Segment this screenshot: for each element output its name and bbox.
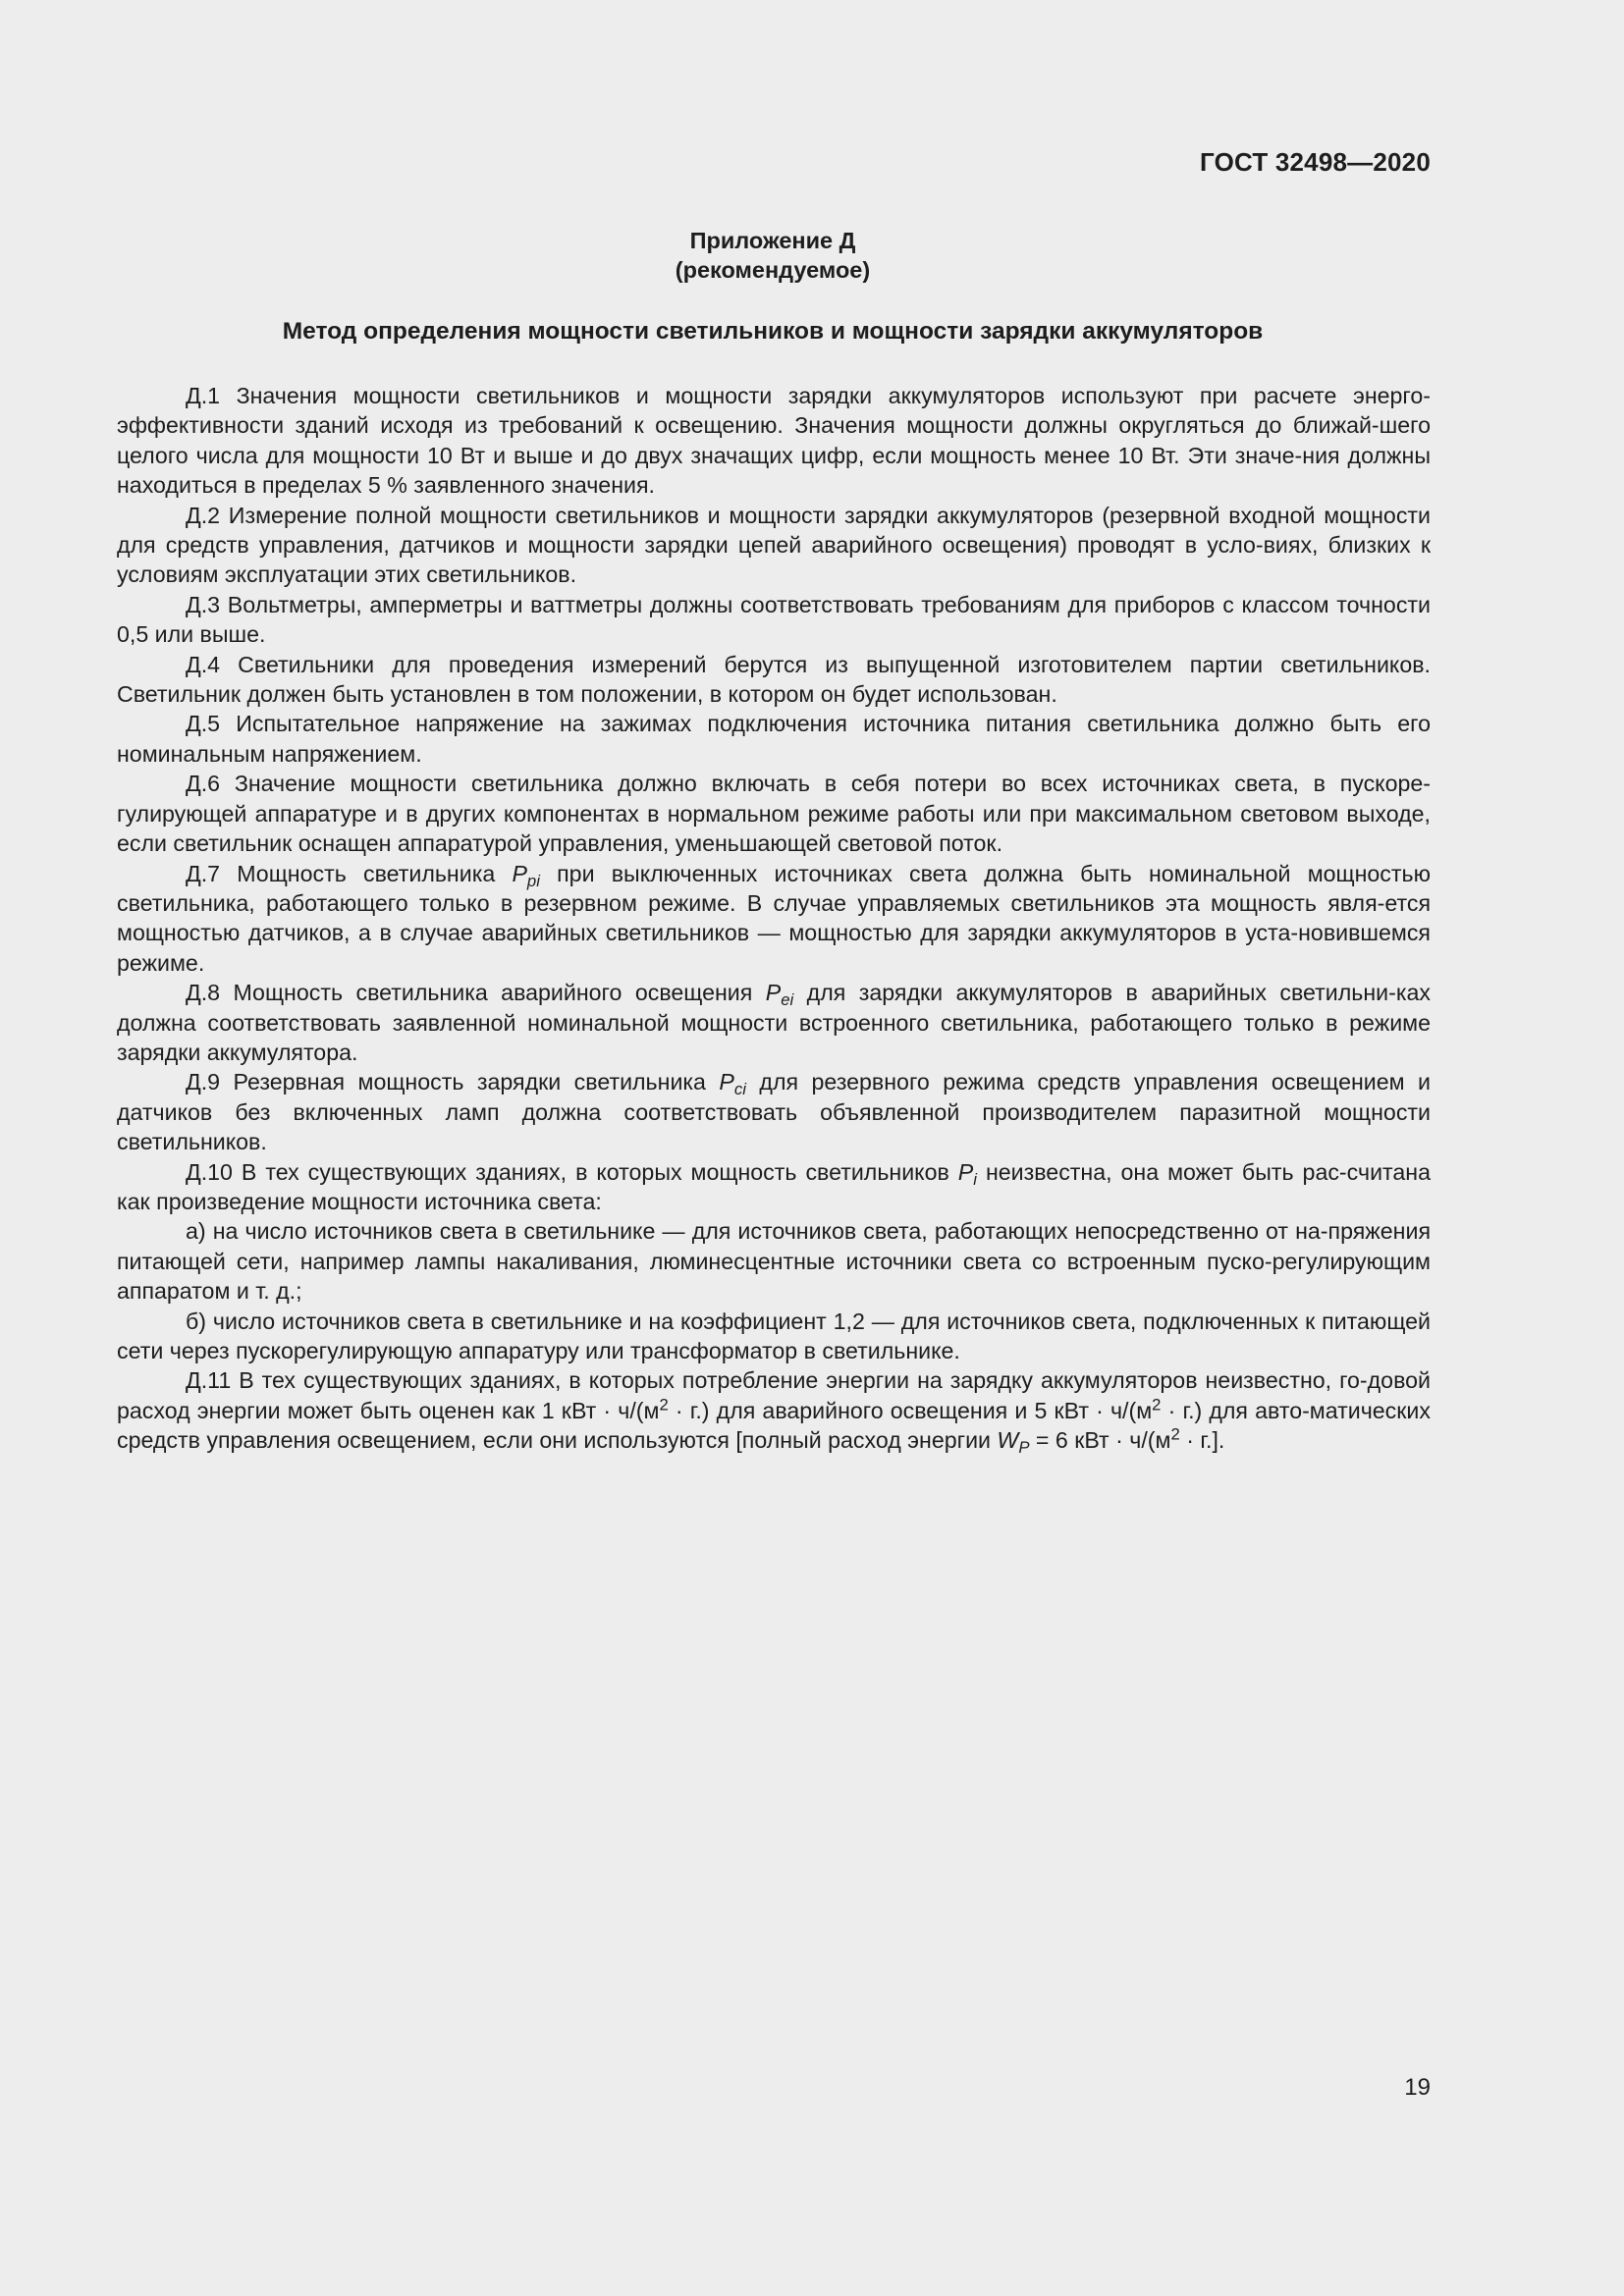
- symbol-letter: P: [765, 980, 782, 1006]
- paragraph-d10-text-b: неизвестна, она может быть рас-считана как произведение мощности источника света:: [117, 1158, 1431, 1214]
- symbol-w-p: [997, 1427, 1030, 1458]
- paragraph-d11-text-e: · г.].: [1179, 1427, 1225, 1454]
- list-item-a: а) на число источников света в светильнике — для источников света, работающих непосредственно от на-пряжения питающей сети, например лампы накаливания, люминесцентные источники света со встроенным пуско-регулирующим аппаратом и т. д.;: [117, 1218, 1431, 1305]
- paragraph-d7-text-b: при выключенных источниках света должна быть номинальной мощностью светильника, работающего только в резервном режиме. В случае управляемых светильников эта мощность явля-ется мощностью датчиков, а в случае аварийных светильников — мощностью для зарядки аккумуляторов в уста-новившемся режиме.: [117, 860, 1431, 976]
- symbol-letter: W: [997, 1427, 1019, 1454]
- symbol-letter: P: [957, 1158, 974, 1185]
- paragraph-d11-text-d: = 6 кВт · ч/(м: [1029, 1427, 1171, 1454]
- symbol-letter: P: [719, 1069, 734, 1095]
- symbol-p-pi: [512, 860, 540, 890]
- paragraph-d8-text-a: Д.8 Мощность светильника аварийного освещения: [186, 980, 753, 1006]
- symbol-p-ei: [765, 980, 794, 1010]
- paragraph-d2: Д.2 Измерение полной мощности светильников и мощности зарядки аккумуляторов (резервной входной мощности для средств управления, датчиков и мощности зарядки цепей аварийного освещения) проводят в усло-виях, близких к условиям эксплуатации этих светильников.: [117, 502, 1431, 588]
- paragraph-d10: [117, 1157, 1431, 1217]
- symbol-subscript: pi: [526, 871, 540, 890]
- paragraph-d7-text-a: Д.7 Мощность светильника: [186, 860, 496, 886]
- symbol-subscript: ci: [733, 1080, 746, 1099]
- appendix-title: Приложение Д: [689, 228, 856, 253]
- paragraph-d4: Д.4 Светильники для проведения измерений берутся из выпущенной изготовителем партии светильников. Светильник должен быть установлен в том положении, в котором он будет использован.: [117, 651, 1431, 708]
- paragraph-d9-text-a: Д.9 Резервная мощность зарядки светильника: [186, 1069, 706, 1095]
- page-number: 19: [1404, 2074, 1431, 2101]
- paragraph-d9: [117, 1067, 1431, 1156]
- paragraph-d3: Д.3 Вольтметры, амперметры и ваттметры должны соответствовать требованиям для приборов с классом точности 0,5 или выше.: [117, 591, 1431, 648]
- superscript: 2: [1152, 1395, 1162, 1415]
- paragraph-d6: Д.6 Значение мощности светильника должно включать в себя потери во всех источниках света, в пускоре-гулирующей аппаратуре и в других компонентах в нормальном режиме работы или при максимальном световом выходе, если светильник оснащен аппаратурой управления, уменьшающей световой поток.: [117, 771, 1431, 857]
- paragraph-d11-text-a: Д.11 В тех существующих зданиях, в которых потребление энергии на зарядку аккумуляторов неизвестно, го-довой расход энергии может быть оценен как 1 кВт · ч/(м: [117, 1367, 1431, 1423]
- paragraph-d5: Д.5 Испытательное напряжение на зажимах подключения источника питания светильника должно быть его номинальным напряжением.: [117, 711, 1431, 767]
- paragraph-d8-text-b: для зарядки аккумуляторов в аварийных светильни-ках должна соответствовать заявленной номинальной мощности встроенного светильника, работающего только в режиме зарядки аккумулятора.: [117, 980, 1431, 1065]
- section-title: Метод определения мощности светильников и мощности зарядки аккумуляторов: [282, 318, 1264, 345]
- appendix-status: (рекомендуемое): [675, 257, 871, 283]
- paragraph-d8: [117, 978, 1431, 1067]
- symbol-subscript: ei: [781, 990, 794, 1010]
- paragraph-d11-text-b: · г.) для аварийного освещения и 5 кВт · ч/(м: [668, 1397, 1153, 1423]
- paragraph-d7: [117, 859, 1431, 979]
- symbol-p-ci: [719, 1069, 746, 1099]
- paragraph-d1: Д.1 Значения мощности светильников и мощности зарядки аккумуляторов используют при расчете энерго-эффективности зданий исходя из требований к освещению. Значения мощности должны округляться до ближай-шего целого числа для мощности 10 Вт и выше и до двух значащих цифр, если мощность менее 10 Вт. Эти значе-ния должны находиться в пределах 5 % заявленного значения.: [117, 383, 1431, 499]
- list-item-b: б) число источников света в светильнике и на коэффициент 1,2 — для источников света, подключенных к питающей сети через пускорегулирующую аппаратуру или трансформатор в светильнике.: [117, 1308, 1431, 1363]
- symbol-letter: P: [512, 860, 527, 886]
- superscript: 2: [659, 1395, 669, 1415]
- superscript: 2: [1170, 1424, 1180, 1444]
- symbol-subscript: P: [1018, 1438, 1030, 1458]
- symbol-p-i: [957, 1158, 977, 1189]
- paragraph-d9-text-b: для резервного режима средств управления освещением и датчиков без включенных ламп должна соответствовать объявленной производителем паразитной мощности светильников.: [117, 1069, 1432, 1155]
- document-code: ГОСТ 32498—2020: [1200, 147, 1431, 177]
- document-body: [117, 381, 1431, 1456]
- symbol-subscript: i: [973, 1169, 977, 1189]
- paragraph-d11-text-c: · г.) для авто-матических средств управления освещением, если они используются [полный расход энергии: [117, 1397, 1431, 1454]
- paragraph-d11: [117, 1365, 1431, 1458]
- paragraph-d10-text-a: Д.10 В тех существующих зданиях, в которых мощность светильников: [186, 1158, 949, 1185]
- appendix-heading: [0, 226, 1545, 285]
